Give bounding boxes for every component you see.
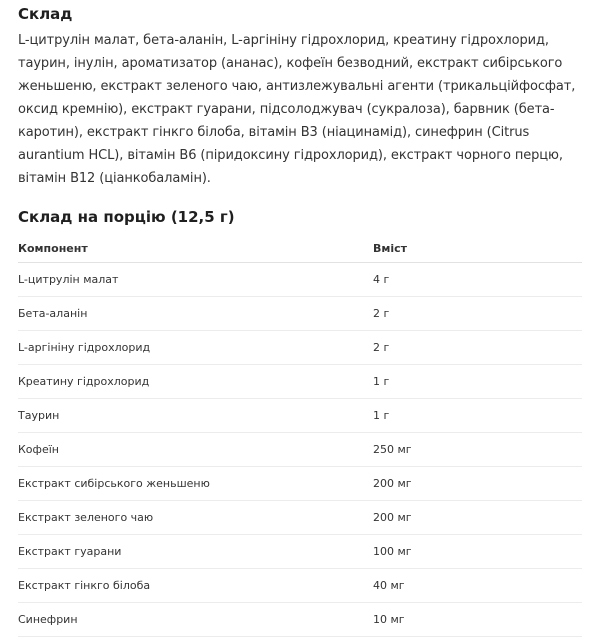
component-name: Екстракт сибірського женьшеню [18, 467, 373, 501]
component-amount: 40 мг [373, 569, 582, 603]
component-name: Бета-аланін [18, 297, 373, 331]
component-amount: 1 г [373, 365, 582, 399]
serving-title: Склад на порцію (12,5 г) [18, 208, 235, 226]
component-name: Екстракт зеленого чаю [18, 501, 373, 535]
table-row [18, 399, 582, 433]
table-row [18, 535, 582, 569]
table-row [18, 365, 582, 399]
component-name: L-цитрулін малат [18, 263, 373, 297]
table-row [18, 603, 582, 637]
table-row [18, 263, 582, 297]
table-row [18, 501, 582, 535]
component-amount: 100 мг [373, 535, 582, 569]
table-row [18, 467, 582, 501]
component-name: Синефрин [18, 603, 373, 637]
component-amount: 4 г [373, 263, 582, 297]
column-header-component: Компонент [18, 235, 373, 263]
component-name: Екстракт гуарани [18, 535, 373, 569]
component-amount: 1 г [373, 399, 582, 433]
component-name: Креатину гідрохлорид [18, 365, 373, 399]
table-row [18, 297, 582, 331]
component-name: Таурин [18, 399, 373, 433]
component-amount: 2 г [373, 331, 582, 365]
table-row [18, 433, 582, 467]
component-name: L-аргініну гідрохлорид [18, 331, 373, 365]
component-name: Екстракт гінкго білоба [18, 569, 373, 603]
composition-title: Склад [18, 5, 73, 23]
table-header-row [18, 235, 582, 263]
serving-table [18, 235, 582, 637]
component-amount: 200 мг [373, 467, 582, 501]
component-amount: 2 г [373, 297, 582, 331]
composition-text: L-цитрулін малат, бета-аланін, L-аргініну гідрохлорид, креатину гідрохлорид, таурин, інулін, ароматизатор (ананас), кофеїн безводний, екстракт сибірського женьшеню, екстракт зеленого чаю, антизлежувальні агенти (трикальційфосфат, оксид кремнію), екстракт гуарани, підсолоджувач (сукралоза), барвник (бета-каротин), екстракт гінкго білоба, вітамін В3 (ніацинамід), синефрин (Citrus aurantium HCL), вітамін В6 (піридоксину гідрохлорид), екстракт чорного перцю, вітамін В12 (ціанкобаламін). [18, 33, 576, 186]
table-row [18, 331, 582, 365]
component-amount: 10 мг [373, 603, 582, 637]
component-amount: 250 мг [373, 433, 582, 467]
component-amount: 200 мг [373, 501, 582, 535]
component-name: Кофеїн [18, 433, 373, 467]
column-header-amount: Вміст [373, 235, 582, 263]
table-row [18, 569, 582, 603]
